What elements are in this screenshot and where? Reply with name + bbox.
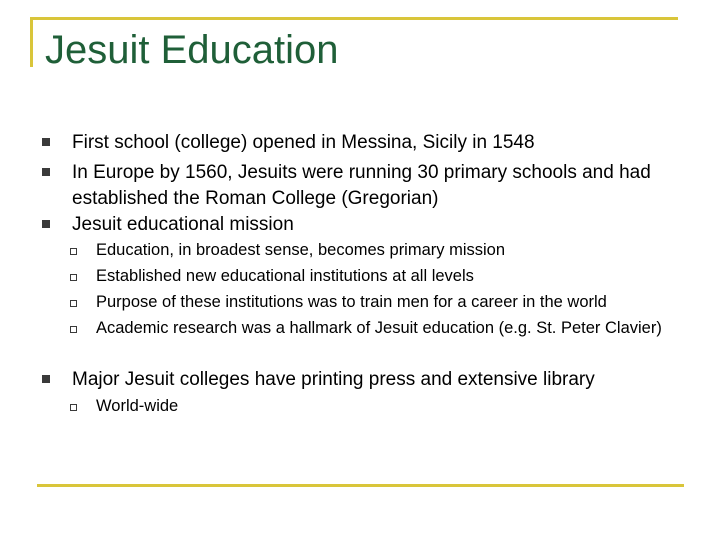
filled-square-bullet-icon [42, 375, 50, 383]
left-rule [30, 17, 33, 67]
bullet-educational-mission: Jesuit educational mission [72, 214, 294, 235]
subbullet-academic-research: Academic research was a hallmark of Jesuit education (e.g. St. Peter Clavier) [96, 319, 662, 337]
bullet-first-school: First school (college) opened in Messina, Sicily in 1548 [72, 132, 535, 153]
subbullet-world-wide: World-wide [96, 397, 179, 415]
filled-square-bullet-icon [42, 138, 50, 146]
slide-title: Jesuit Education [45, 28, 339, 72]
subbullet-train-men: Purpose of these institutions was to train men for a career in the world [96, 293, 607, 311]
filled-square-bullet-icon [42, 168, 50, 176]
hollow-square-bullet-icon [70, 300, 77, 307]
hollow-square-bullet-icon [70, 248, 77, 255]
bullet-printing-press: Major Jesuit colleges have printing press and extensive library [72, 369, 595, 390]
hollow-square-bullet-icon [70, 274, 77, 281]
bullet-europe-1560: In Europe by 1560, Jesuits were running 30 primary schools and had established the Roman College (Gregorian) [72, 162, 651, 209]
filled-square-bullet-icon [42, 220, 50, 228]
hollow-square-bullet-icon [70, 404, 77, 411]
bottom-rule [37, 484, 684, 487]
hollow-square-bullet-icon [70, 326, 77, 333]
top-rule [30, 17, 678, 20]
subbullet-broadest-sense: Education, in broadest sense, becomes primary mission [96, 241, 506, 259]
subbullet-new-institutions: Established new educational institutions at all levels [96, 267, 474, 285]
